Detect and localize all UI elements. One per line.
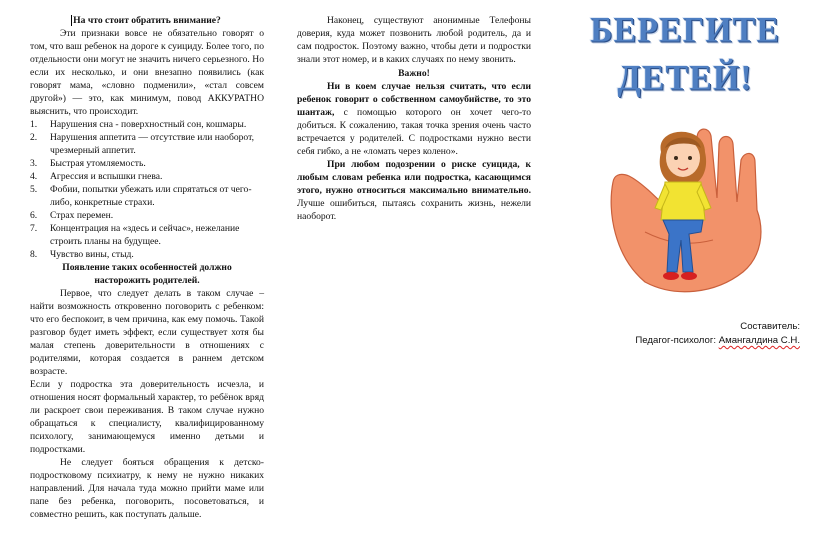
left-column bbox=[30, 14, 264, 521]
paragraph-helpline: Наконец, существуют анонимные Телефоны доверия, куда может позвонить любой родитель, да и сам подросток. Поэтому важно, чтобы дети и подростки знали этот номер, и в каких случаях по нему звонить. bbox=[297, 15, 531, 65]
compiler-line: Педагог-психолог: Амангалдина С.Н. bbox=[635, 335, 800, 346]
list-item: 7. Концентрация на «здесь и сейчас», нежелание строить планы на будущее. bbox=[30, 223, 240, 247]
section-title-text: На что стоит обратить внимание? bbox=[73, 15, 221, 26]
list-item: 1. Нарушения сна - поверхностный сон, кошмары. bbox=[30, 119, 247, 130]
intro-paragraph: Эти признаки вовсе не обязательно говорят о том, что ваш ребенок на дороге к суициду. Более того, по отдельности они могут не значить ничего серьезного. Но если их несколько, и они внезапно появились (как говорят мама, «словно подменили», «стал совсем другой») — это, как минимум, повод АККУРАТНО выяснить, что происходит. bbox=[30, 28, 264, 117]
paragraph-first-step: Первое, что следует делать в таком случае – найти возможность откровенно поговорить с ребенком: что его беспокоит, в чем причина, как ему помочь. Такой разговор будет иметь эффект, если существует хотя бы малая степень доверительности в отношениях с родителями, которая создается в раннем детском возрасте. bbox=[30, 288, 264, 377]
paragraph-specialist: Если у подростка эта доверительность исчезла, и отношения носят формальный характер, то ребёнок вряд ли раскроет свои переживания. В таком случае нужно обращаться к специалисту, квалифицированному психологу, занимающемуся именно детьми и подростками. bbox=[30, 379, 264, 455]
wordart-heading-line1: БЕРЕГИТЕ bbox=[589, 11, 781, 50]
compiler-label: Составитель: bbox=[740, 321, 800, 332]
warning-heading: Появление таких особенностей должно насторожить родителей. bbox=[62, 262, 232, 286]
list-item: 3. Быстрая утомляемость. bbox=[30, 158, 146, 169]
list-item: 5. Фобии, попытки убежать или спрятаться от чего-либо, конкретные страхи. bbox=[30, 184, 252, 208]
middle-column bbox=[297, 14, 531, 223]
list-item: 8. Чувство вины, стыд. bbox=[30, 249, 134, 260]
list-item: 6. Страх перемен. bbox=[30, 210, 114, 221]
paragraph-suspicion: При любом подозрении о риске суицида, к любым словам ребенка или подростка, касающимся этого, нужно относиться максимально внимательно. Лучше ошибиться, пытаясь сохранить жизнь, нежели наоборот. bbox=[297, 159, 531, 222]
girl-on-hand-illustration bbox=[605, 122, 767, 296]
important-heading: Важно! bbox=[398, 68, 430, 79]
paragraph-blackmail: Ни в коем случае нельзя считать, что если ребенок говорит о собственном самоубийстве, то это шантаж, с помощью которого он хочет чего-то добиться. К сожалению, такая точка зрения очень часто встречается у родителей. С подростками нужно вести себя гибко, а не «ломать через колено». bbox=[297, 81, 531, 157]
compiler-block bbox=[560, 320, 800, 348]
section-title bbox=[30, 14, 264, 27]
wordart-heading-line2: ДЕТЕЙ! bbox=[617, 59, 753, 98]
signs-list bbox=[30, 118, 264, 261]
paragraph-psychiatrist: Не следует бояться обращения к детско-подростковому психиатру, к нему не нужно никаких направлений. Для начала туда можно прийти маме или папе без ребенка, поговорить, посоветоваться, и совместно решить, как поступать дальше. bbox=[30, 457, 264, 520]
compiler-name: Амангалдина С.Н. bbox=[718, 335, 800, 346]
cover-column bbox=[560, 11, 810, 544]
list-item: 2. Нарушения аппетита — отсутствие или наоборот, чрезмерный аппетит. bbox=[30, 132, 254, 156]
list-item: 4. Агрессия и вспышки гнева. bbox=[30, 171, 163, 182]
